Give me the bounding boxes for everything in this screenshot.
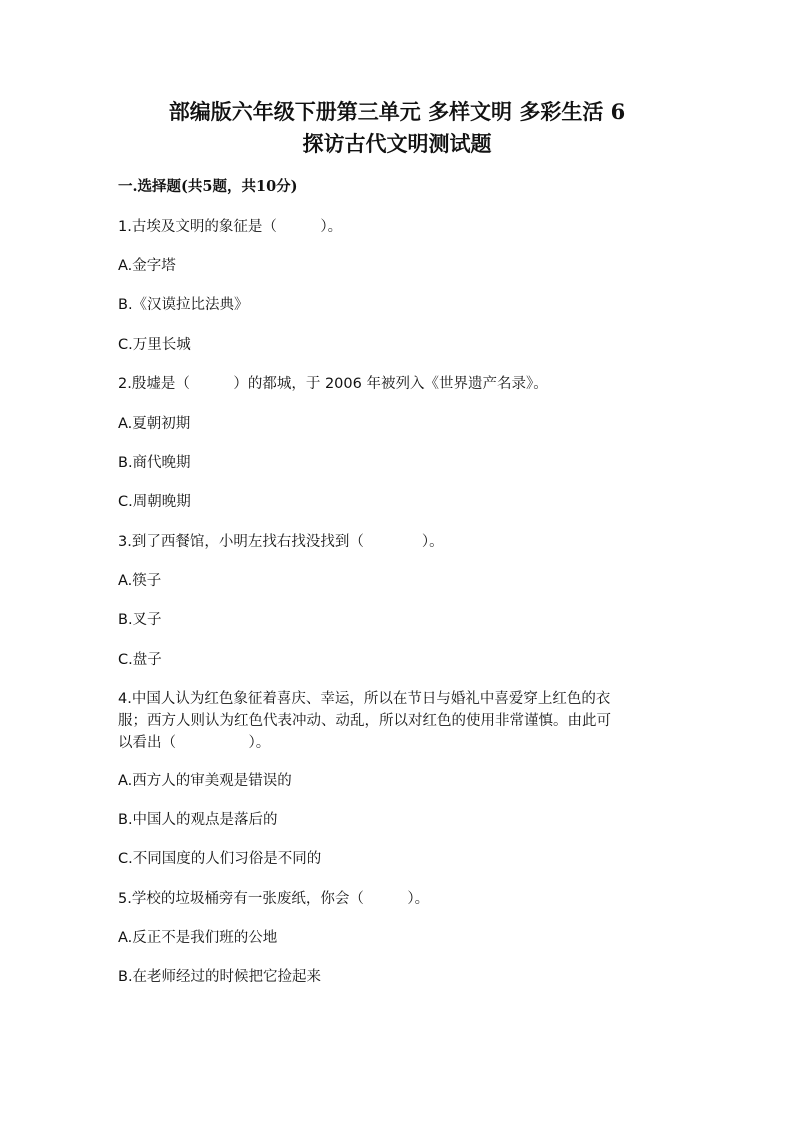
question-4-stem-line-2: 服；西方人则认为红色代表冲动、动乱，所以对红色的使用非常谨慎。由此可 xyxy=(118,713,611,729)
question-3-option-a: A.筷子 xyxy=(118,573,162,589)
question-4-option-b: B.中国人的观点是落后的 xyxy=(118,812,278,828)
question-4-stem-line-1: 4.中国人认为红色象征着喜庆、幸运，所以在节日与婚礼中喜爱穿上红色的衣 xyxy=(118,691,611,707)
question-1-stem: 1.古埃及文明的象征是（ ）。 xyxy=(118,219,343,235)
question-3-stem: 3.到了西餐馆，小明左找右找没找到（ ）。 xyxy=(118,534,444,550)
question-2-option-b: B.商代晚期 xyxy=(118,455,191,471)
question-5-option-a: A.反正不是我们班的公地 xyxy=(118,930,278,946)
question-1-option-a: A.金字塔 xyxy=(118,258,176,274)
document-title-line-2: 探访古代文明测试题 xyxy=(302,131,492,156)
question-5-option-b: B.在老师经过的时候把它捡起来 xyxy=(118,969,322,985)
document-title-line-1: 部编版六年级下册第三单元 多样文明 多彩生活 6 xyxy=(168,99,626,124)
question-4-option-c: C.不同国度的人们习俗是不同的 xyxy=(118,851,322,867)
question-3-option-c: C.盘子 xyxy=(118,652,162,668)
question-2-option-c: C.周朝晚期 xyxy=(118,494,191,510)
question-2-option-a: A.夏朝初期 xyxy=(118,416,191,432)
question-1-option-b: B.《汉谟拉比法典》 xyxy=(118,297,249,313)
question-4-stem-line-3: 以看出（ ）。 xyxy=(118,735,271,751)
section-heading: 一.选择题(共5题，共10分) xyxy=(118,178,298,195)
question-2-stem: 2.殷墟是（ ）的都城，于 2006 年被列入《世界遗产名录》。 xyxy=(118,376,548,392)
question-5-stem: 5.学校的垃圾桶旁有一张废纸，你会（ ）。 xyxy=(118,891,430,907)
question-3-option-b: B.叉子 xyxy=(118,612,162,628)
question-4-option-a: A.西方人的审美观是错误的 xyxy=(118,773,292,789)
question-1-option-c: C.万里长城 xyxy=(118,337,191,353)
